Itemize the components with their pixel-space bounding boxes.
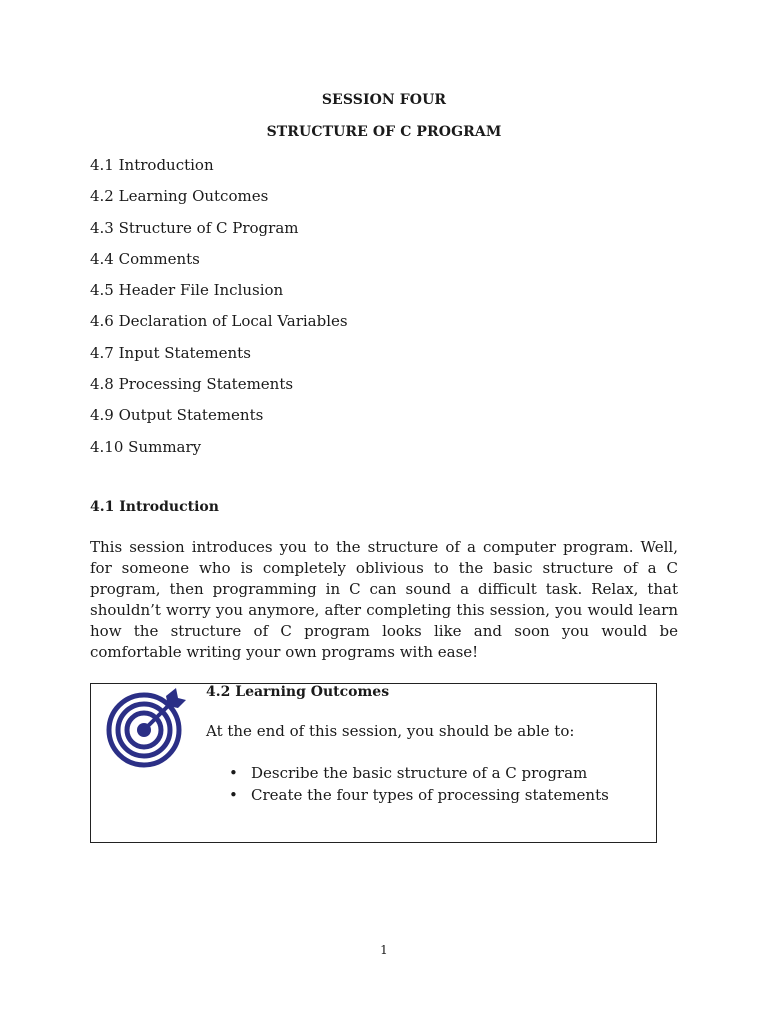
table-of-contents [90,155,348,468]
toc-item: 4.4 Comments [90,249,200,268]
toc-item: 4.3 Structure of C Program [90,218,299,237]
page-number: 1 [380,943,388,957]
learning-outcomes-list [229,762,609,806]
toc-item: 4.2 Learning Outcomes [90,187,269,206]
target-icon [106,686,188,768]
list-item-text: Describe the basic structure of a C program [251,764,588,782]
list-item [229,784,609,806]
toc-item: 4.8 Processing Statements [90,375,294,394]
toc-item: 4.6 Declaration of Local Variables [90,312,348,331]
toc-item: 4.5 Header File Inclusion [90,281,284,300]
introduction-paragraph: This session introduces you to the structure of a computer program. Well, for someone who is completely oblivious to the basic structure of a C program, then programming in C can sound a difficult task. Relax, that shouldn’t worry you anymore, after completing this session, you would learn how the structure of C program looks like and soon you would be comfortable writing your own programs with ease! [90,538,678,661]
learning-outcomes-intro: At the end of this session, you should be able to: [206,722,575,740]
introduction-heading: 4.1 Introduction [90,499,219,515]
learning-outcomes-box [90,683,657,843]
bullet-icon: • [229,786,238,804]
toc-item: 4.1 Introduction [90,156,214,174]
list-item-text: Create the four types of processing statements [251,786,609,804]
toc-item: 4.9 Output Statements [90,406,264,425]
toc-item: 4.10 Summary [90,437,202,456]
learning-outcomes-heading: 4.2 Learning Outcomes [206,684,390,700]
bullet-icon: • [229,764,238,782]
list-item [229,762,609,784]
session-title: STRUCTURE OF C PROGRAM [266,124,502,140]
toc-item: 4.7 Input Statements [90,343,251,362]
session-label: SESSION FOUR [321,92,447,108]
